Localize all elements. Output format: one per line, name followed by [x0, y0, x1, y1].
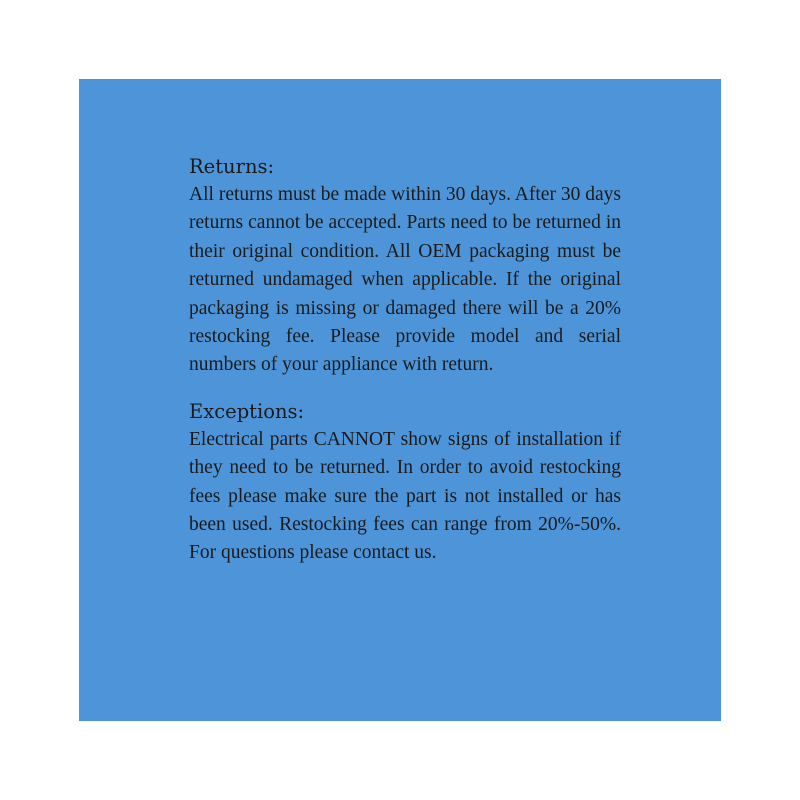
returns-heading: Returns:	[189, 155, 275, 178]
policy-panel	[79, 79, 721, 721]
returns-body: All returns must be made within 30 days. After 30 days returns cannot be accepted. Parts need to be returned in their original condition. All OEM packaging must be returned undamaged when applicable. If the original packaging is missing or damaged there will be a 20% restocking fee. Please provide model and serial numbers of your appliance with return.	[189, 184, 621, 376]
exceptions-body: Electrical parts CANNOT show signs of installation if they need to be returned. In order to avoid restocking fees please make sure the part is not installed or has been used. Restocking fees can range from 20%-50%. For questions please contact us.	[189, 428, 621, 564]
exceptions-section	[189, 400, 621, 568]
policy-content	[189, 155, 621, 568]
exceptions-heading: Exceptions:	[189, 399, 305, 423]
returns-section	[189, 155, 621, 380]
